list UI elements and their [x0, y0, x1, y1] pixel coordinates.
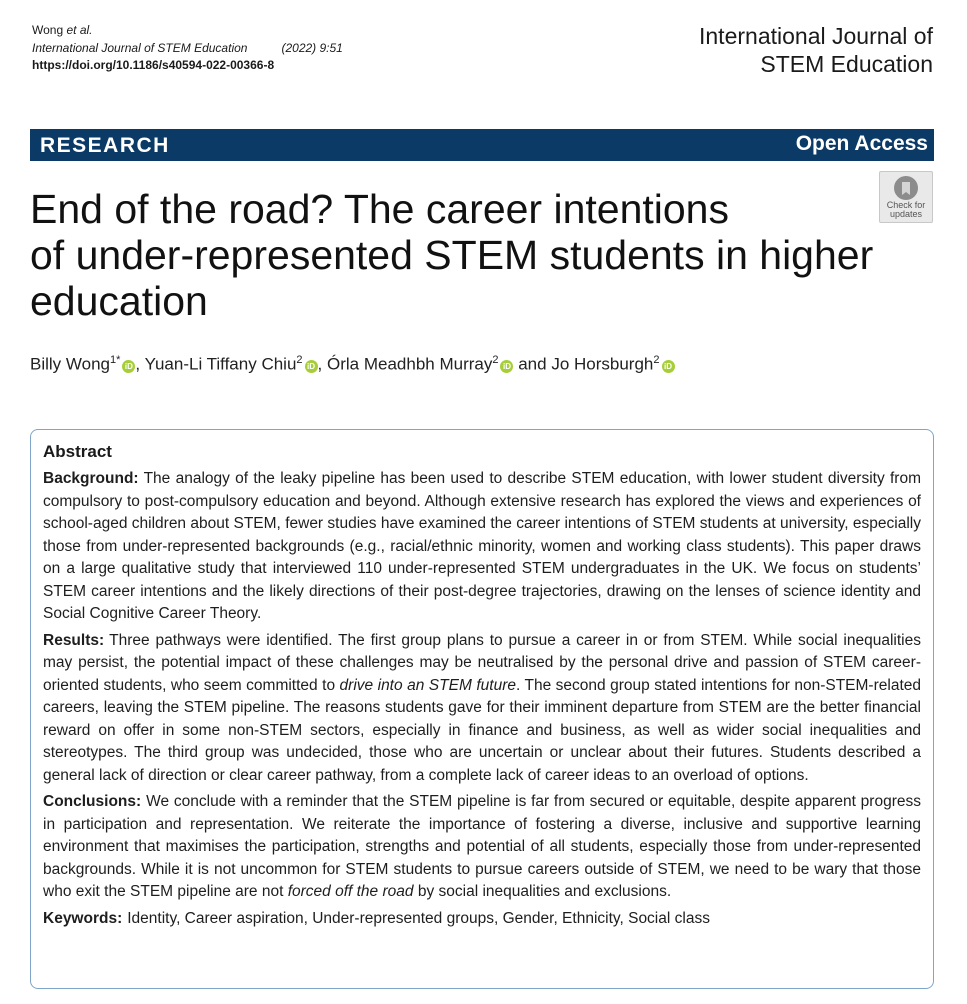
doi-link[interactable]: https://doi.org/10.1186/s40594-022-00366-8: [32, 58, 275, 72]
article-meta: [32, 22, 343, 75]
conclusions-emphasis: forced off the road: [287, 883, 414, 900]
conclusions-text-cont: by social inequalities and exclusions.: [417, 883, 672, 900]
author-affiliation: 2: [492, 354, 499, 366]
journal-name-line2: STEM Education: [760, 51, 933, 77]
author-separator-and: and: [518, 354, 547, 374]
results-label: Results:: [43, 631, 105, 649]
author-name[interactable]: Órla Meadhbh Murray: [327, 354, 493, 374]
article-type-banner: [30, 129, 934, 161]
article-type: RESEARCH: [40, 134, 170, 157]
check-updates-line1: Check for: [886, 200, 926, 210]
author-affiliation: 2: [296, 354, 303, 366]
journal-name-line1: International Journal of: [699, 23, 933, 49]
et-al: et al.: [66, 23, 93, 37]
first-author: Wong: [32, 23, 64, 37]
title-line1: End of the road? The career intentions: [30, 186, 729, 232]
running-authors: [32, 22, 343, 40]
author-separator: ,: [317, 354, 323, 374]
orcid-icon[interactable]: iD: [122, 360, 135, 373]
title-line2: of under-represented STEM students in higher: [30, 232, 874, 278]
orcid-icon[interactable]: iD: [500, 360, 513, 373]
author-name[interactable]: Yuan-Li Tiffany Chiu: [144, 354, 297, 374]
author-list: [30, 348, 675, 377]
abstract-conclusions: [43, 791, 921, 904]
keywords-label: Keywords:: [43, 909, 123, 927]
abstract-background: [43, 468, 921, 626]
orcid-icon[interactable]: iD: [305, 360, 318, 373]
background-label: Background:: [43, 470, 139, 487]
results-text: Three pathways were identified. The first group plans to pursue a career in or from STEM. While social inequalities may persist, the potential impact of these challenges may be neutralised by the personal drive and passion of STEM career-oriented students, who seem committed to: [43, 631, 921, 694]
abstract-heading: Abstract: [43, 442, 112, 461]
author-affiliation: 1*: [110, 354, 121, 366]
citation-journal: International Journal of STEM Education: [32, 40, 248, 55]
title-line3: education: [30, 278, 208, 324]
orcid-icon[interactable]: iD: [662, 360, 675, 373]
background-text: The analogy of the leaky pipeline has been used to describe STEM education, with lower student diversity from compulsory to post-compulsory education and beyond. Although extensive research has explored the views and experiences of school-aged children about STEM, fewer studies have examined the career intentions of STEM students at university, especially those from under-represented backgrounds (e.g., racial/ethnic minority, women and working class students). This paper draws on a large qualitative study that interviewed 110 under-represented STEM undergraduates in the UK. We focus on students’ STEM career intentions and the likely directions of their post-degree trajectories, drawing on the lenses of science identity and Social Cognitive Career Theory.: [43, 470, 921, 622]
citation-line: [32, 40, 343, 58]
author-separator: ,: [135, 354, 141, 374]
author-name[interactable]: Billy Wong: [30, 354, 110, 374]
article-title: [30, 186, 910, 324]
conclusions-text: We conclude with a reminder that the STEM pipeline is far from secured or equitable, despite apparent progress in participation and representation. We reiterate the importance of fostering a diverse, inclusive and supportive learning environment that maximises the participation, strengths and potential of all students, especially those from under-represented backgrounds. While it is not uncommon for STEM students to pursue careers outside of STEM, we need to be wary that those who exit the STEM pipeline are not: [43, 793, 921, 900]
author-affiliation: 2: [653, 354, 660, 366]
conclusions-label: Conclusions:: [43, 793, 142, 810]
results-text-cont: . The second group stated intentions for non-STEM-related careers, leaving the STEM pipeline. The reasons students gave for their imminent departure from STEM are the better financial reward on offer in some non-STEM sectors, especially in finance and business, as well as wider social inequalities and stereotypes. The third group was undecided, those who are uncertain or unclear about their futures. Students described a general lack of direction or clear career pathway, from a complete lack of career ideas to an overload of options.: [43, 676, 921, 784]
citation-year: (2022) 9:51: [281, 40, 343, 55]
keywords-text: Identity, Career aspiration, Under-represented groups, Gender, Ethnicity, Social class: [127, 909, 710, 927]
author-name[interactable]: Jo Horsburgh: [551, 354, 654, 374]
open-access-label: Open Access: [795, 132, 928, 155]
abstract-box: [30, 429, 934, 989]
results-emphasis: drive into an STEM future: [339, 676, 516, 694]
check-updates-line2: updates: [889, 209, 923, 219]
journal-name: [699, 22, 933, 78]
abstract-keywords: [43, 908, 921, 931]
abstract-results: [43, 630, 921, 788]
